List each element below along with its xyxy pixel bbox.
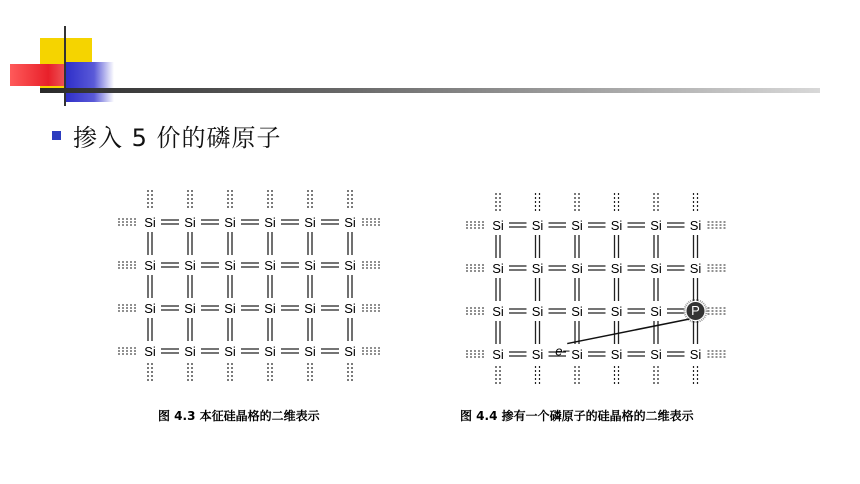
si-atom: Si: [304, 215, 316, 230]
si-atom: Si: [224, 258, 236, 273]
si-atom: Si: [610, 304, 623, 319]
si-atom: Si: [650, 261, 662, 276]
phosphorus-doped-silicon-lattice-figure: [458, 182, 758, 432]
si-atom: Si: [344, 301, 356, 316]
intrinsic-silicon-lattice-figure: [118, 182, 398, 432]
bullet-square-icon: [52, 131, 61, 140]
si-atom: Si: [531, 261, 544, 276]
si-atom: Si: [344, 258, 356, 273]
si-atom: Si: [264, 215, 276, 230]
si-atom: Si: [571, 347, 583, 362]
si-atom: Si: [344, 215, 356, 230]
phosphorus-label: P: [691, 303, 700, 318]
si-atom: Si: [650, 304, 662, 319]
header-divider-line: [40, 88, 820, 93]
si-atom: Si: [689, 347, 702, 362]
si-atom: Si: [144, 258, 156, 273]
si-atom: Si: [610, 261, 623, 276]
si-atom: Si: [492, 347, 504, 362]
si-atom: Si: [571, 261, 583, 276]
si-atom: Si: [492, 304, 504, 319]
bullet-text: 掺入 5 价的磷原子: [73, 124, 282, 152]
si-atom: Si: [531, 218, 544, 233]
si-atom: Si: [689, 218, 702, 233]
si-atom: Si: [531, 304, 544, 319]
si-atom: Si: [571, 304, 583, 319]
si-atom: Si: [184, 344, 196, 359]
free-electron-label: e−: [555, 343, 571, 359]
header-decoration-vertical-line: [64, 26, 66, 106]
si-atom: Si: [650, 218, 662, 233]
si-atom: Si: [224, 301, 236, 316]
si-atom: Si: [144, 215, 156, 230]
si-atom: Si: [144, 344, 156, 359]
si-atom: Si: [184, 215, 196, 230]
si-atom: Si: [144, 301, 156, 316]
si-atom: Si: [184, 301, 196, 316]
si-atom: Si: [492, 218, 504, 233]
header-decoration-blue-block: [64, 62, 114, 102]
si-atom: Si: [304, 301, 316, 316]
si-atom: Si: [304, 344, 316, 359]
si-atom: Si: [264, 344, 276, 359]
si-atom: Si: [492, 261, 504, 276]
si-atom: Si: [571, 218, 583, 233]
figure-caption: 图 4.4 掺有一个磷原子的硅晶格的二维表示: [460, 409, 694, 423]
bullet-item: [52, 118, 282, 153]
si-atom: Si: [610, 347, 623, 362]
si-atom: Si: [689, 261, 702, 276]
si-atom: Si: [610, 218, 623, 233]
si-atom: Si: [224, 215, 236, 230]
si-atom: Si: [264, 301, 276, 316]
si-atom: Si: [344, 344, 356, 359]
figure-caption: 图 4.3 本征硅晶格的二维表示: [158, 409, 320, 423]
si-atom: Si: [650, 347, 662, 362]
si-atom: Si: [264, 258, 276, 273]
si-atom: Si: [224, 344, 236, 359]
si-atom: Si: [304, 258, 316, 273]
si-atom: Si: [531, 347, 544, 362]
si-atom: Si: [184, 258, 196, 273]
electron-path-line: [567, 319, 689, 344]
